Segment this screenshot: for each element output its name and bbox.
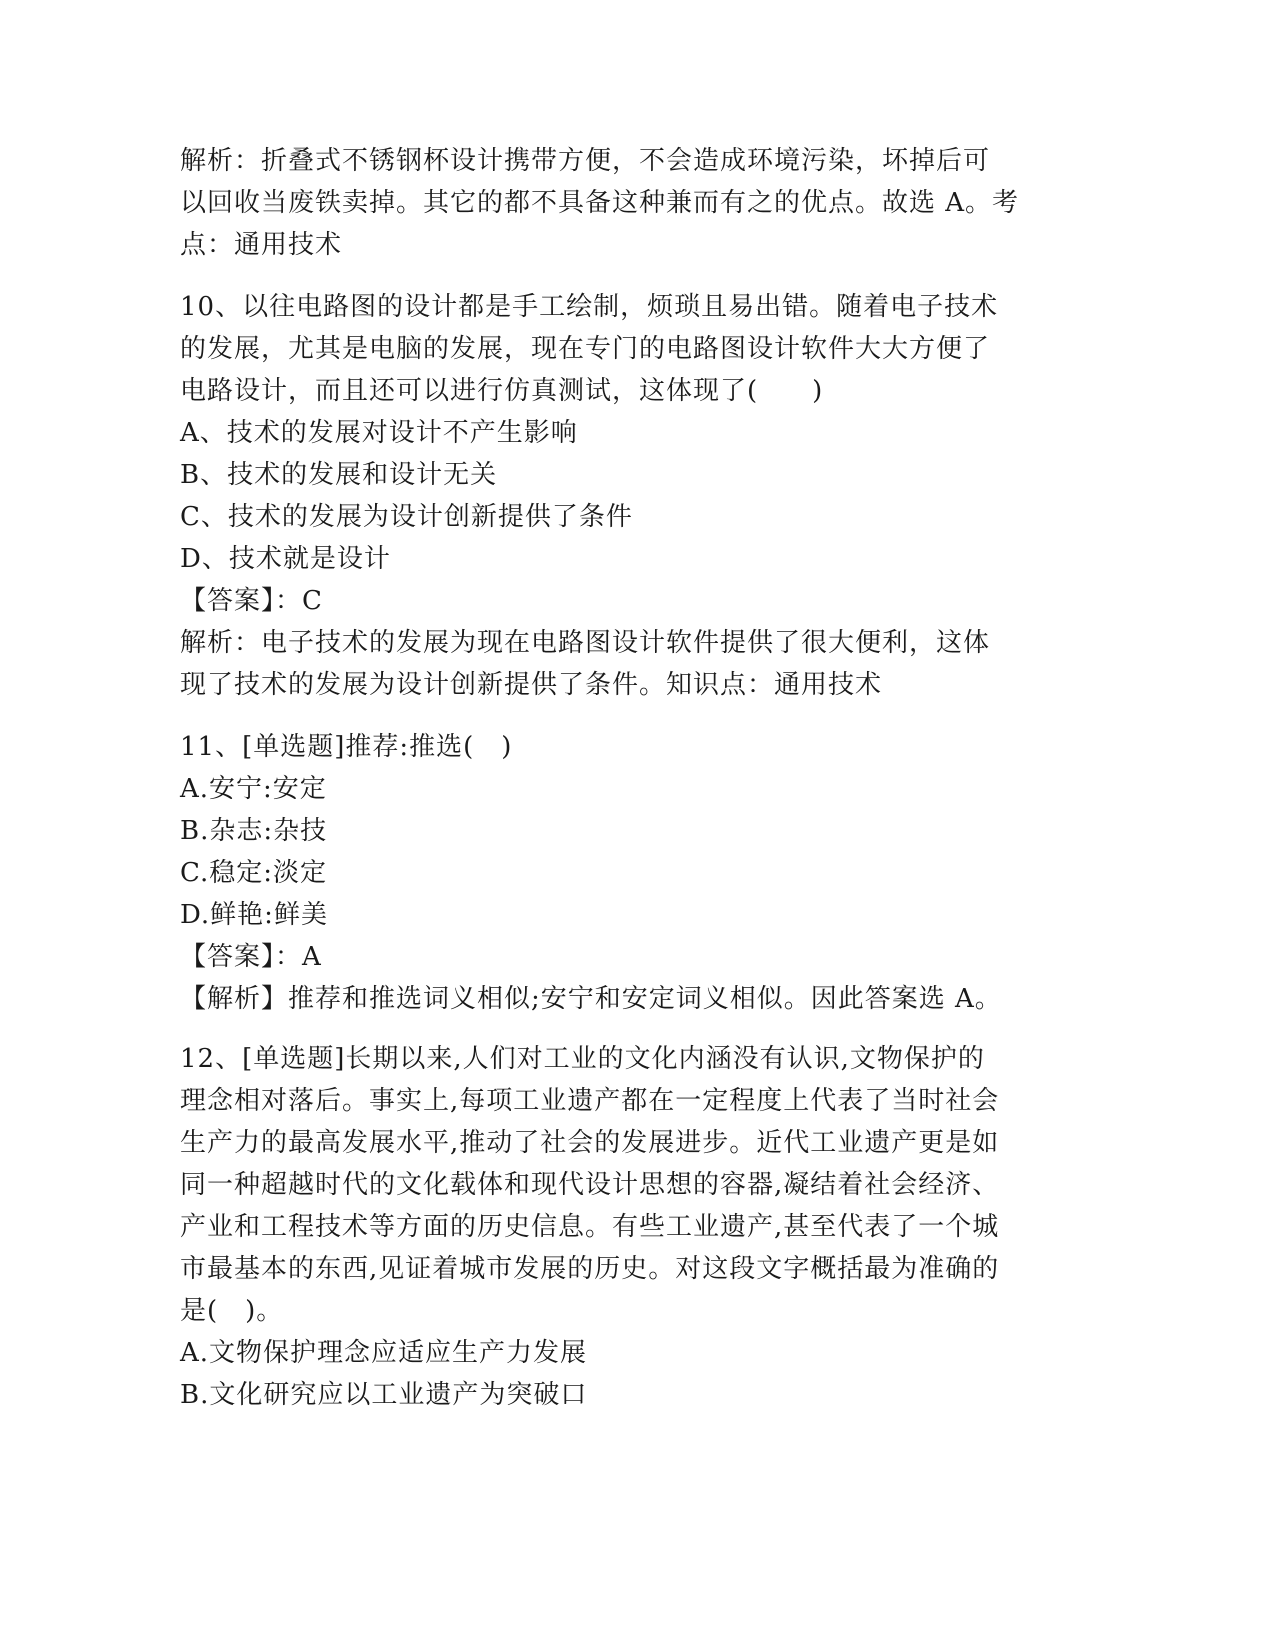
- option-b: B.杂志:杂技: [180, 816, 328, 846]
- analysis-line: 解析：折叠式不锈钢杯设计携带方便，不会造成环境污染，坏掉后可: [180, 146, 991, 176]
- document-page: [180, 140, 1040, 1416]
- question-stem-line: 同一种超越时代的文化载体和现代设计思想的容器,凝结着社会经济、: [180, 1170, 1000, 1200]
- question-stem-line: 12、[单选题]长期以来,人们对工业的文化内涵没有认识,文物保护的: [180, 1044, 985, 1074]
- option-a: A、技术的发展对设计不产生影响: [180, 418, 578, 448]
- option-a: A.文物保护理念应适应生产力发展: [180, 1338, 588, 1368]
- question-stem-line: 市最基本的东西,见证着城市发展的历史。对这段文字概括最为准确的: [180, 1254, 1000, 1284]
- question-10: [180, 286, 1040, 706]
- question-stem-line: 是( )。: [180, 1296, 284, 1326]
- question-stem-line: 的发展，尤其是电脑的发展，现在专门的电路图设计软件大大方便了: [180, 334, 991, 364]
- analysis-line: 解析：电子技术的发展为现在电路图设计软件提供了很大便利，这体: [180, 628, 991, 658]
- option-b: B、技术的发展和设计无关: [180, 460, 498, 490]
- option-c: C.稳定:淡定: [180, 858, 327, 888]
- question-stem-line: 10、以往电路图的设计都是手工绘制，烦琐且易出错。随着电子技术: [180, 292, 999, 322]
- question-12: [180, 1038, 1040, 1416]
- analysis-line: 点：通用技术: [180, 230, 343, 260]
- question-11: [180, 726, 1040, 1020]
- answer-line: 【答案】：A: [180, 942, 322, 972]
- analysis-line: 以回收当废铁卖掉。其它的都不具备这种兼而有之的优点。故选 A。考: [180, 188, 1020, 218]
- question-stem-line: 产业和工程技术等方面的历史信息。有些工业遗产,甚至代表了一个城: [180, 1212, 1000, 1242]
- analysis-line: 现了技术的发展为设计创新提供了条件。知识点：通用技术: [180, 670, 883, 700]
- option-b: B.文化研究应以工业遗产为突破口: [180, 1380, 588, 1410]
- analysis-line: 【解析】推荐和推选词义相似;安宁和安定词义相似。因此答案选 A。: [180, 984, 1002, 1014]
- option-d: D、技术就是设计: [180, 544, 391, 574]
- option-c: C、技术的发展为设计创新提供了条件: [180, 502, 633, 532]
- option-d: D.鲜艳:鲜美: [180, 900, 328, 930]
- question-stem-line: 理念相对落后。事实上,每项工业遗产都在一定程度上代表了当时社会: [180, 1086, 1000, 1116]
- q9-analysis: [180, 140, 1040, 266]
- question-stem-line: 11、[单选题]推荐:推选( ): [180, 732, 513, 762]
- question-stem-line: 生产力的最高发展水平,推动了社会的发展进步。近代工业遗产更是如: [180, 1128, 1000, 1158]
- question-stem-line: 电路设计，而且还可以进行仿真测试，这体现了( ): [180, 376, 824, 406]
- option-a: A.安宁:安定: [180, 774, 327, 804]
- answer-line: 【答案】：C: [180, 586, 323, 616]
